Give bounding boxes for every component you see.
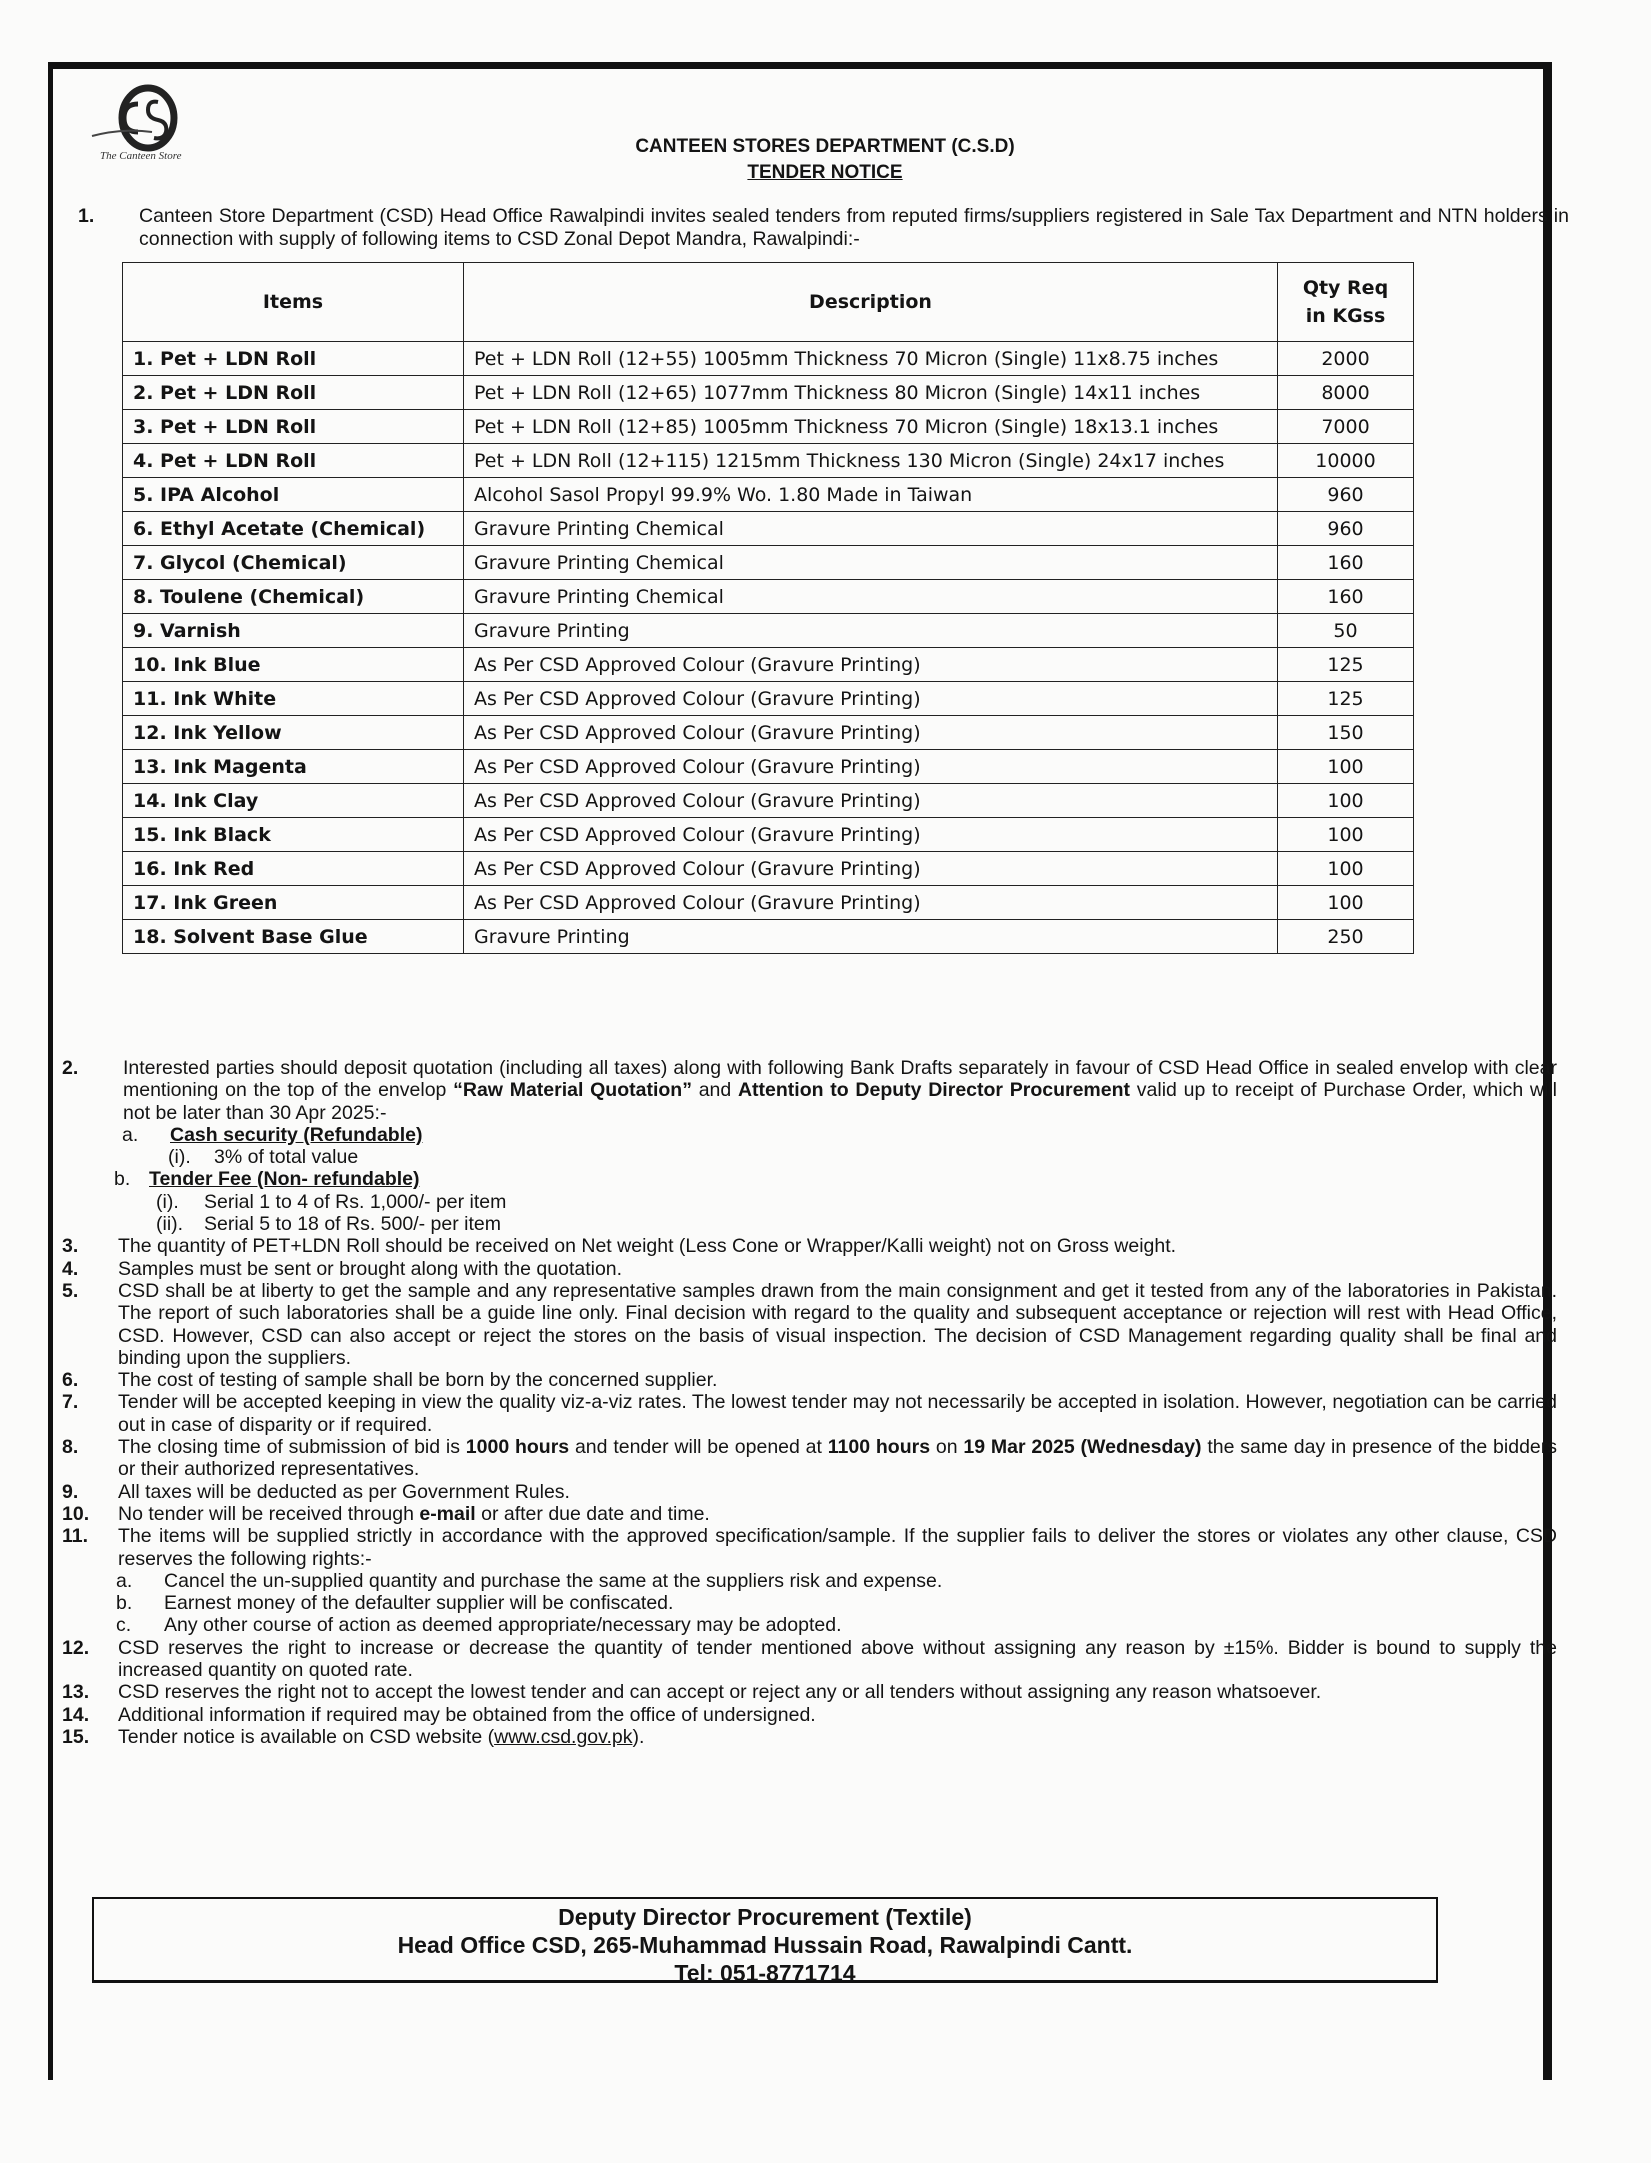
item-qty: 2000 (1278, 342, 1414, 376)
header-qty (1278, 263, 1414, 342)
sub-text: Serial 1 to 4 of Rs. 1,000/- per item (204, 1190, 507, 1213)
item-name: 17. Ink Green (123, 886, 464, 920)
clause-number: 5. (62, 1279, 79, 1302)
clause-text: Tender will be accepted keeping in view the quality viz-a-viz rates. The lowest tender may not necessarily be accepted in isolation. However, negotiation can be carried out in case of disparity or if required. (118, 1391, 1557, 1436)
clause-2-text-c: valid up to receipt of Purchase Order, which will not be later than 30 Apr 2025:- (123, 1079, 1557, 1124)
clause-2-text-a: Interested parties should deposit quotation (including all taxes) along with following Bank Drafts separately in favour of CSD Head Office in sealed envelop with clear mentioning on the top of the envelop (123, 1057, 1557, 1102)
clause-text: The cost of testing of sample shall be born by the concerned supplier. (118, 1369, 718, 1392)
sub-text: 3% of total value (214, 1146, 359, 1169)
item-qty: 10000 (1278, 444, 1414, 478)
clause-1-text: Canteen Store Department (CSD) Head Office Rawalpindi invites sealed tenders from reputed firms/suppliers registered in Sale Tax Department and NTN holders in connection with supply of following items to CSD Zonal Depot Mandra, Rawalpindi:- (139, 205, 1569, 250)
cash-security-title: Cash security (Refundable) (170, 1123, 423, 1146)
item-qty: 100 (1278, 852, 1414, 886)
clause-2-b-ii (156, 1213, 1557, 1235)
item-description: Gravure Printing (464, 920, 1278, 954)
item-description: As Per CSD Approved Colour (Gravure Printing) (464, 784, 1278, 818)
item-name: 11. Ink White (123, 682, 464, 716)
clause-number: 15. (62, 1725, 90, 1748)
item-qty: 960 (1278, 512, 1414, 546)
item-description: As Per CSD Approved Colour (Gravure Printing) (464, 852, 1278, 886)
item-name: 6. Ethyl Acetate (Chemical) (123, 512, 464, 546)
clause-text: The items will be supplied strictly in accordance with the approved specification/sample. If the supplier fails to deliver the stores or violates any other clause, CSD reserves the following rights:- (118, 1525, 1557, 1570)
item-name: 12. Ink Yellow (123, 716, 464, 750)
item-description: As Per CSD Approved Colour (Gravure Printing) (464, 682, 1278, 716)
clause-5 (62, 1280, 1557, 1369)
header-qty-line1: Qty Req (1302, 277, 1389, 299)
clause-number: 13. (62, 1681, 90, 1704)
table-row (123, 512, 1414, 546)
item-name: 14. Ink Clay (123, 784, 464, 818)
notice-title: TENDER NOTICE (747, 162, 903, 183)
item-qty: 100 (1278, 886, 1414, 920)
clause-text: The quantity of PET+LDN Roll should be received on Net weight (Less Cone or Wrapper/Kalli weight) not on Gross weight. (118, 1235, 1177, 1258)
clause-1-number: 1. (78, 205, 95, 227)
clause-13 (62, 1681, 1557, 1703)
item-qty: 50 (1278, 614, 1414, 648)
table-row (123, 818, 1414, 852)
clause-15 (62, 1726, 1557, 1748)
sub-label: (i). (156, 1190, 179, 1213)
sub-label: b. (116, 1592, 133, 1615)
clause-2-quote: “Raw Material Quotation” (453, 1079, 692, 1102)
clause-number: 2. (62, 1057, 79, 1079)
item-name: 10. Ink Blue (123, 648, 464, 682)
item-description: As Per CSD Approved Colour (Gravure Printing) (464, 886, 1278, 920)
clause-number: 7. (62, 1391, 79, 1414)
email-word: e-mail (419, 1502, 476, 1525)
clause-10 (62, 1503, 1557, 1525)
clause-10-text-a: No tender will be received through (118, 1502, 420, 1525)
table-header-row (123, 263, 1414, 342)
item-name: 7. Glycol (Chemical) (123, 546, 464, 580)
item-qty: 8000 (1278, 376, 1414, 410)
clause-2-a (122, 1124, 1557, 1146)
table-row (123, 920, 1414, 954)
item-qty: 100 (1278, 818, 1414, 852)
table-row (123, 784, 1414, 818)
item-description: Alcohol Sasol Propyl 99.9% Wo. 1.80 Made in Taiwan (464, 478, 1278, 512)
opening-time: 1100 hours (827, 1436, 931, 1459)
sub-text: Earnest money of the defaulter supplier will be confiscated. (164, 1592, 674, 1615)
clause-2 (62, 1057, 1557, 1124)
item-name: 4. Pet + LDN Roll (123, 444, 464, 478)
sub-label: (i). (168, 1146, 191, 1169)
item-qty: 250 (1278, 920, 1414, 954)
clause-8-text-b: and tender will be opened at (569, 1436, 828, 1459)
sub-label: a. (122, 1123, 139, 1146)
clause-text: CSD reserves the right to increase or decrease the quantity of tender mentioned above without assigning any reason by ±15%. Bidder is bound to supply the increased quantity on quoted rate. (118, 1636, 1557, 1682)
clause-12 (62, 1637, 1557, 1682)
header-items: Items (123, 263, 464, 342)
item-description: As Per CSD Approved Colour (Gravure Printing) (464, 818, 1278, 852)
clause-2-a-i (168, 1146, 1557, 1168)
clauses-list (62, 1057, 1557, 1748)
clause-8-text-a: The closing time of submission of bid is (118, 1436, 466, 1459)
item-qty: 100 (1278, 750, 1414, 784)
item-qty: 160 (1278, 546, 1414, 580)
clause-number: 11. (62, 1525, 89, 1548)
contact-title: Deputy Director Procurement (Textile) (558, 1904, 972, 1930)
item-description: Gravure Printing Chemical (464, 546, 1278, 580)
item-name: 15. Ink Black (123, 818, 464, 852)
item-qty: 125 (1278, 648, 1414, 682)
clause-number: 14. (62, 1703, 90, 1726)
opening-date: 19 Mar 2025 (Wednesday) (963, 1436, 1202, 1459)
table-row (123, 478, 1414, 512)
item-name: 16. Ink Red (123, 852, 464, 886)
item-name: 13. Ink Magenta (123, 750, 464, 784)
clause-text: CSD reserves the right not to accept the lowest tender and can accept or reject any or all tenders without assigning any reason whatsoever. (118, 1681, 1322, 1704)
clause-14 (62, 1704, 1557, 1726)
clause-number: 4. (62, 1257, 79, 1280)
clause-2-text-b: and (691, 1079, 738, 1102)
clause-11 (62, 1525, 1557, 1570)
items-table (122, 262, 1414, 954)
clause-8 (62, 1436, 1557, 1481)
clause-text: Additional information if required may be obtained from the office of undersigned. (118, 1703, 816, 1726)
table-row (123, 410, 1414, 444)
item-description: As Per CSD Approved Colour (Gravure Printing) (464, 648, 1278, 682)
clause-15-text-a: Tender notice is available on CSD website ( (118, 1725, 495, 1748)
closing-time: 1000 hours (465, 1436, 570, 1459)
sub-text: Cancel the un-supplied quantity and purchase the same at the suppliers risk and expense. (164, 1569, 943, 1592)
clause-2-b (114, 1168, 1557, 1190)
clause-text: Samples must be sent or brought along with the quotation. (118, 1257, 623, 1280)
clause-8-text-c: on (930, 1436, 964, 1459)
item-description: As Per CSD Approved Colour (Gravure Printing) (464, 716, 1278, 750)
logo-caption: The Canteen Store (100, 150, 182, 162)
item-qty: 100 (1278, 784, 1414, 818)
tender-fee-title: Tender Fee (Non- refundable) (149, 1168, 420, 1191)
clause-2-b-i (156, 1191, 1557, 1213)
clause-9 (62, 1481, 1557, 1503)
table-row (123, 444, 1414, 478)
item-description: Pet + LDN Roll (12+85) 1005mm Thickness 70 Micron (Single) 18x13.1 inches (464, 410, 1278, 444)
header-description: Description (464, 263, 1278, 342)
table-row (123, 852, 1414, 886)
table-row (123, 682, 1414, 716)
clause-number: 8. (62, 1436, 79, 1459)
clause-8-text-d: the same day in presence of the bidders or their authorized representatives. (118, 1436, 1558, 1481)
clause-7 (62, 1391, 1557, 1436)
clause-11-b (116, 1592, 1557, 1614)
clause-number: 9. (62, 1480, 79, 1503)
item-description: Gravure Printing (464, 614, 1278, 648)
item-name: 18. Solvent Base Glue (123, 920, 464, 954)
table-row (123, 886, 1414, 920)
clause-11-a (116, 1570, 1557, 1592)
clause-3 (62, 1235, 1557, 1257)
sub-label: c. (116, 1614, 132, 1637)
org-title: CANTEEN STORES DEPARTMENT (C.S.D) (635, 136, 1015, 157)
clause-text: All taxes will be deducted as per Government Rules. (118, 1480, 570, 1503)
item-name: 5. IPA Alcohol (123, 478, 464, 512)
item-qty: 125 (1278, 682, 1414, 716)
item-name: 1. Pet + LDN Roll (123, 342, 464, 376)
item-description: Pet + LDN Roll (12+65) 1077mm Thickness 80 Micron (Single) 14x11 inches (464, 376, 1278, 410)
clause-number: 10. (62, 1502, 90, 1525)
item-description: Pet + LDN Roll (12+55) 1005mm Thickness 70 Micron (Single) 11x8.75 inches (464, 342, 1278, 376)
table-row (123, 342, 1414, 376)
clause-4 (62, 1258, 1557, 1280)
sub-label: a. (116, 1569, 133, 1592)
table-row (123, 376, 1414, 410)
sub-text: Serial 5 to 18 of Rs. 500/- per item (204, 1213, 501, 1236)
clause-11-c (116, 1614, 1557, 1636)
contact-address: Head Office CSD, 265-Muhammad Hussain Road, Rawalpindi Cantt. (397, 1932, 1133, 1958)
sub-label: (ii). (156, 1213, 184, 1236)
item-description: Pet + LDN Roll (12+115) 1215mm Thickness 130 Micron (Single) 24x17 inches (464, 444, 1278, 478)
clause-number: 6. (62, 1369, 79, 1392)
item-qty: 7000 (1278, 410, 1414, 444)
clause-text: CSD shall be at liberty to get the sample and any representative samples drawn from the main consignment and get it tested from any of the laboratories in Pakistan. The report of such laboratories shall be a guide line only. Final decision with regard to the quality and subsequent acceptance or rejection will rest with Head Office, CSD. However, CSD can also accept or reject the stores on the basis of visual inspection. The decision of CSD Management regarding quality shall be final and binding upon the suppliers. (118, 1279, 1557, 1369)
table-row (123, 580, 1414, 614)
table-row (123, 716, 1414, 750)
clause-number: 3. (62, 1235, 79, 1258)
clause-15-text-b: ). (632, 1725, 645, 1748)
clause-6 (62, 1369, 1557, 1391)
table-row (123, 750, 1414, 784)
sub-label: b. (114, 1168, 131, 1191)
clause-2-attention: Attention to Deputy Director Procurement (737, 1079, 1131, 1102)
clause-10-text-b: or after due date and time. (475, 1502, 710, 1525)
contact-phone: Tel: 051-8771714 (674, 1960, 856, 1986)
csd-website-link[interactable]: www.csd.gov.pk (494, 1725, 633, 1748)
item-description: Gravure Printing Chemical (464, 580, 1278, 614)
table-row (123, 648, 1414, 682)
item-name: 3. Pet + LDN Roll (123, 410, 464, 444)
item-description: Gravure Printing Chemical (464, 512, 1278, 546)
table-row (123, 614, 1414, 648)
item-name: 9. Varnish (123, 614, 464, 648)
sub-text: Any other course of action as deemed appropriate/necessary may be adopted. (164, 1614, 842, 1637)
header-qty-line2: in KGss (1305, 305, 1386, 327)
item-qty: 150 (1278, 716, 1414, 750)
item-name: 8. Toulene (Chemical) (123, 580, 464, 614)
item-qty: 160 (1278, 580, 1414, 614)
contact-box (92, 1897, 1438, 1986)
item-description: As Per CSD Approved Colour (Gravure Printing) (464, 750, 1278, 784)
clause-number: 12. (62, 1636, 90, 1659)
table-row (123, 546, 1414, 580)
item-qty: 960 (1278, 478, 1414, 512)
item-name: 2. Pet + LDN Roll (123, 376, 464, 410)
